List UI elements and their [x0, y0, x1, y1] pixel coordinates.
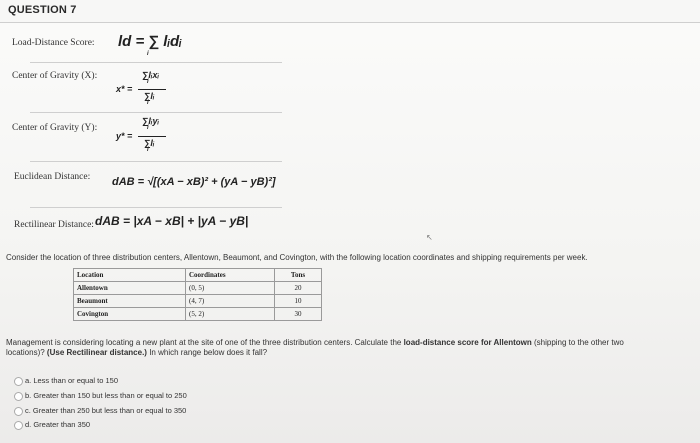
question-text	[6, 338, 696, 358]
load-distance-label: Load-Distance Score:	[12, 38, 95, 48]
divider	[30, 62, 282, 63]
cog-y-formula	[116, 116, 176, 152]
table-row	[74, 282, 322, 295]
question-text-segment: (shipping to the other two	[531, 338, 624, 347]
option-label: c. Greater than 250 but less than or equal to 350	[25, 406, 187, 415]
euclidean-label: Euclidean Distance:	[14, 172, 91, 182]
cell-coordinates: (5, 2)	[186, 308, 275, 321]
cell-location: Covington	[74, 308, 186, 321]
cog-y-denominator: ∑lᵢ	[144, 138, 155, 148]
cog-y-den-subscript: i	[147, 147, 149, 153]
table-header-row	[74, 269, 322, 282]
radio-button[interactable]	[14, 421, 23, 430]
cog-x-lhs: x* =	[116, 84, 133, 94]
option-c[interactable]	[14, 405, 186, 417]
option-d[interactable]	[14, 419, 90, 431]
rectilinear-label: Rectilinear Distance:	[14, 220, 94, 230]
cell-tons: 10	[275, 295, 322, 308]
option-a[interactable]	[14, 375, 118, 387]
radio-button[interactable]	[14, 407, 23, 416]
divider	[30, 112, 282, 113]
question-header	[0, 0, 700, 23]
cursor-arrow-icon: ↖	[426, 233, 433, 242]
cog-x-numerator: ∑lᵢxᵢ	[142, 70, 159, 80]
column-header-tons: Tons	[275, 269, 322, 282]
rectilinear-formula: dAB = |xA − xB| + |yA − yB|	[95, 214, 249, 228]
question-text-segment: In which range below does it fall?	[146, 348, 268, 357]
intro-text: Consider the location of three distribution centers, Allentown, Beaumont, and Covington, with the following location coordinates and shipping requirements per week.	[6, 253, 588, 262]
cell-tons: 30	[275, 308, 322, 321]
cell-location: Beaumont	[74, 295, 186, 308]
divider	[30, 207, 282, 208]
question-line-2	[6, 348, 696, 358]
cell-tons: 20	[275, 282, 322, 295]
fraction-bar	[138, 136, 166, 137]
radio-button[interactable]	[14, 377, 23, 386]
cog-y-num-subscript: i	[147, 125, 149, 131]
radio-button[interactable]	[14, 392, 23, 401]
cog-x-num-subscript: i	[147, 79, 149, 85]
question-text-segment: locations)?	[6, 348, 47, 357]
cell-coordinates: (0, 5)	[186, 282, 275, 295]
cog-y-lhs: y* =	[116, 131, 133, 141]
column-header-location: Location	[74, 269, 186, 282]
locations-table	[73, 268, 322, 321]
cog-y-label: Center of Gravity (Y):	[12, 123, 98, 133]
table-row	[74, 295, 322, 308]
table-row	[74, 308, 322, 321]
load-distance-formula: ld = ∑ lᵢdᵢ	[118, 33, 182, 50]
cell-coordinates: (4, 7)	[186, 295, 275, 308]
cog-y-numerator: ∑lᵢyᵢ	[142, 116, 159, 126]
cog-x-denominator: ∑lᵢ	[144, 91, 155, 101]
euclidean-formula: dAB = √[(xA − xB)² + (yA − yB)²]	[112, 176, 276, 188]
cell-location: Allentown	[74, 282, 186, 295]
question-line-1	[6, 338, 696, 348]
question-text-emphasis: (Use Rectilinear distance.)	[46, 348, 147, 357]
option-b[interactable]	[14, 390, 187, 402]
question-title: QUESTION 7	[8, 4, 77, 16]
question-text-segment: Management is considering locating a new plant at the site of one of the three distribution centers. Calculate the	[6, 338, 404, 347]
cog-x-den-subscript: i	[147, 100, 149, 106]
column-header-coordinates: Coordinates	[186, 269, 275, 282]
option-label: a. Less than or equal to 150	[25, 376, 118, 385]
option-label: b. Greater than 150 but less than or equal to 250	[25, 391, 187, 400]
fraction-bar	[138, 89, 166, 90]
cog-x-label: Center of Gravity (X):	[12, 71, 98, 81]
load-distance-subscript: i	[147, 51, 149, 57]
divider	[30, 161, 282, 162]
option-label: d. Greater than 350	[25, 420, 91, 429]
question-text-emphasis: load-distance score for Allentown	[403, 338, 532, 347]
cog-x-formula	[116, 70, 176, 106]
